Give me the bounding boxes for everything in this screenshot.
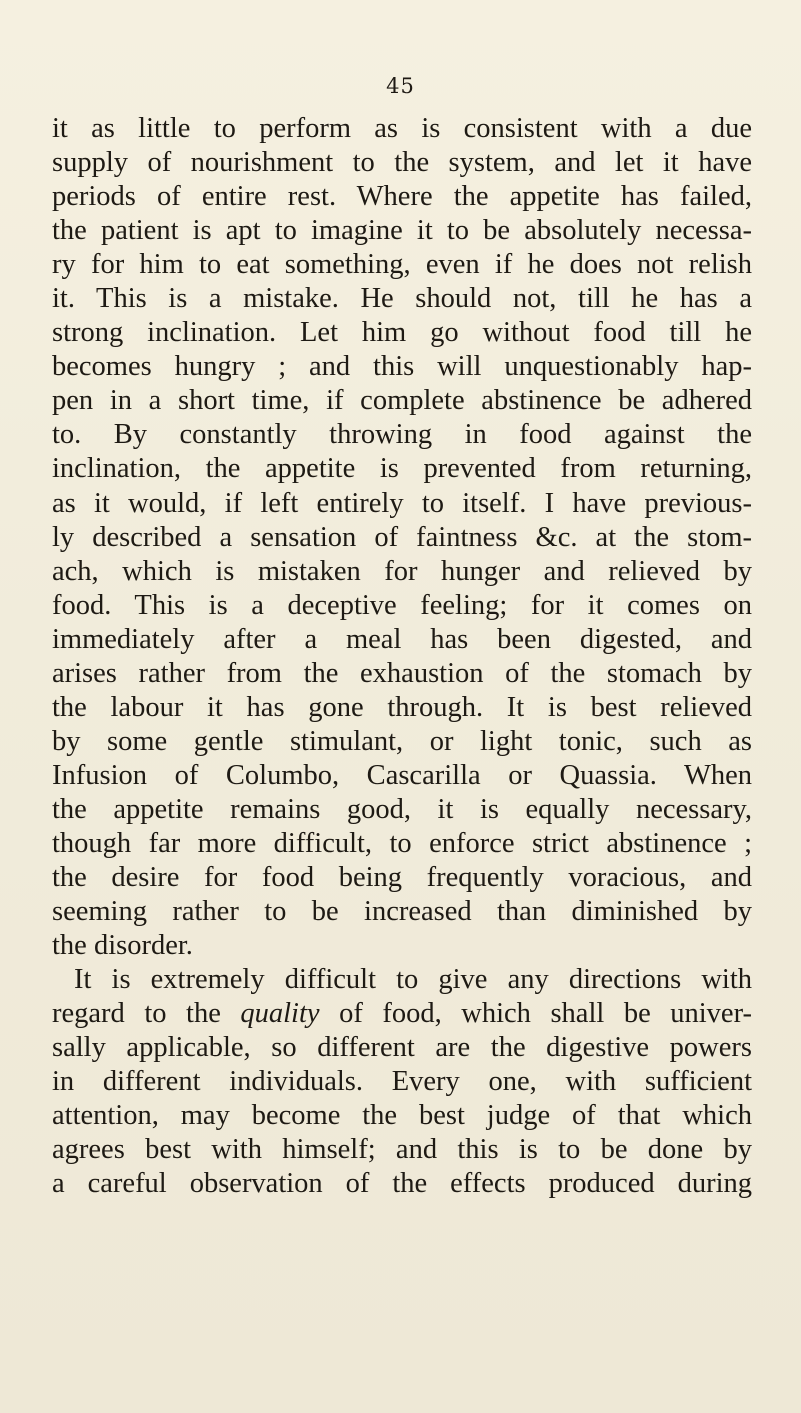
text-line: strong inclination. Let him go without food till he: [52, 317, 752, 349]
text-line: attention, may become the best judge of that which: [52, 1100, 752, 1132]
italic-word-quality: quality: [240, 998, 320, 1030]
text-line: to. By constantly throwing in food against the: [52, 419, 752, 451]
text-line: ly described a sensation of faintness &c. at the stom-: [52, 521, 752, 553]
text-line: the disorder.: [52, 930, 193, 962]
text-line: though far more difficult, to enforce strict abstinence ;: [52, 827, 752, 859]
body-text: [52, 112, 752, 1202]
text-line: the labour it has gone through. It is best relieved: [52, 691, 752, 723]
paragraph-2: [52, 963, 752, 1201]
text-line: Infusion of Columbo, Cascarilla or Quassia. When: [52, 759, 752, 791]
paragraph-1: [52, 112, 752, 963]
text-line: It is extremely difficult to give any directions with: [74, 964, 752, 996]
text-line: food. This is a deceptive feeling; for it comes on: [52, 589, 752, 621]
text-line: a careful observation of the effects produced during: [52, 1168, 752, 1200]
page-number: 45: [386, 74, 415, 98]
text-line: in different individuals. Every one, with sufficient: [52, 1066, 752, 1098]
text-segment: regard to the: [52, 998, 241, 1030]
text-line: it as little to perform as is consistent with a due: [52, 113, 752, 144]
text-line: sally applicable, so different are the digestive powers: [52, 1032, 752, 1064]
text-line: arises rather from the exhaustion of the stomach by: [52, 657, 752, 689]
text-line: supply of nourishment to the system, and let it have: [52, 147, 752, 179]
text-line: ry for him to eat something, even if he does not relish: [52, 249, 752, 281]
text-line: seeming rather to be increased than diminished by: [52, 896, 752, 928]
text-line: inclination, the appetite is prevented from returning,: [52, 453, 752, 485]
text-line: by some gentle stimulant, or light tonic, such as: [52, 725, 752, 757]
text-line: the appetite remains good, it is equally necessary,: [52, 793, 752, 825]
text-line: the desire for food being frequently voracious, and: [52, 862, 752, 894]
text-line: immediately after a meal has been digested, and: [52, 623, 752, 655]
text-line: periods of entire rest. Where the appetite has failed,: [52, 181, 752, 213]
text-line: it. This is a mistake. He should not, till he has a: [52, 283, 752, 315]
text-line: agrees best with himself; and this is to be done by: [52, 1134, 752, 1166]
text-line: pen in a short time, if complete abstinence be adhered: [52, 385, 752, 417]
text-line: ach, which is mistaken for hunger and relieved by: [52, 555, 752, 587]
text-line: becomes hungry ; and this will unquestionably hap-: [52, 351, 752, 383]
text-line-with-italic: [52, 997, 752, 1031]
text-line: as it would, if left entirely to itself. I have previous-: [52, 487, 752, 519]
text-line: the patient is apt to imagine it to be absolutely necessa-: [52, 215, 752, 247]
text-segment: of food, which shall be univer-: [319, 998, 752, 1030]
